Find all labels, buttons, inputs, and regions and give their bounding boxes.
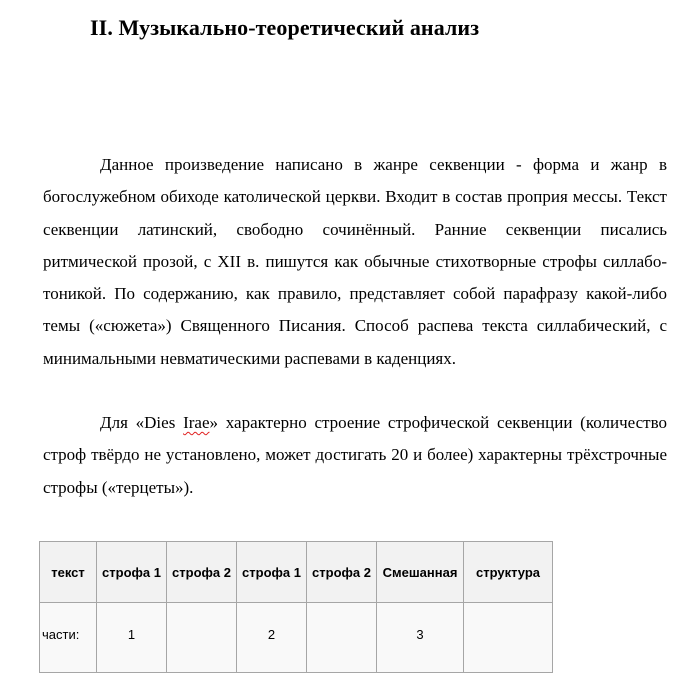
header-cell-strophe-1a[interactable]: строфа 1 bbox=[97, 542, 167, 603]
table-cell[interactable]: 3 bbox=[377, 603, 464, 673]
paragraph-strophic-structure[interactable] bbox=[43, 407, 667, 504]
paragraph-text-after: » характерно строение строфической секвенции (количество строф твёрдо не установлено, может достигать 20 и более) характерны трёхстрочные строфы («терцеты»). bbox=[43, 413, 668, 497]
header-cell-text[interactable]: текст bbox=[40, 542, 97, 603]
paragraph-genre-description[interactable]: Данное произведение написано в жанре секвенции - форма и жанр в богослужебном обиходе католической церкви. Входит в состав проприя мессы. Текст секвенции латинский, свободно сочинённый. Ранние секвенции писались ритмической прозой, с XII в. пишутся как обычные стихотворные строфы силлабо-тоникой. По содержанию, как правило, представляет собой парафразу какой-либо темы («сюжета») Священного Писания. Способ распева текста силлабический, с минимальными невматическими распевами в каденциях. bbox=[43, 155, 667, 368]
table-cell[interactable] bbox=[464, 603, 553, 673]
header-cell-strophe-1b[interactable]: строфа 1 bbox=[237, 542, 307, 603]
table-row bbox=[40, 603, 553, 673]
header-cell-strophe-2b[interactable]: строфа 2 bbox=[307, 542, 377, 603]
table-cell[interactable]: части: bbox=[40, 603, 97, 673]
table-cell[interactable] bbox=[307, 603, 377, 673]
table-header-row bbox=[40, 542, 553, 603]
table-cell[interactable]: 2 bbox=[237, 603, 307, 673]
header-cell-structure[interactable]: структура bbox=[464, 542, 553, 603]
paragraph-text-before: Для «Dies bbox=[100, 413, 184, 432]
table-cell[interactable]: 1 bbox=[97, 603, 167, 673]
header-cell-mixed[interactable]: Смешанная bbox=[377, 542, 464, 603]
header-cell-strophe-2a[interactable]: строфа 2 bbox=[167, 542, 237, 603]
section-heading: II. Музыкально-теоретический анализ bbox=[90, 15, 480, 40]
table-cell[interactable] bbox=[167, 603, 237, 673]
structure-table bbox=[39, 541, 553, 673]
misspelled-word[interactable]: Irae bbox=[183, 413, 210, 432]
